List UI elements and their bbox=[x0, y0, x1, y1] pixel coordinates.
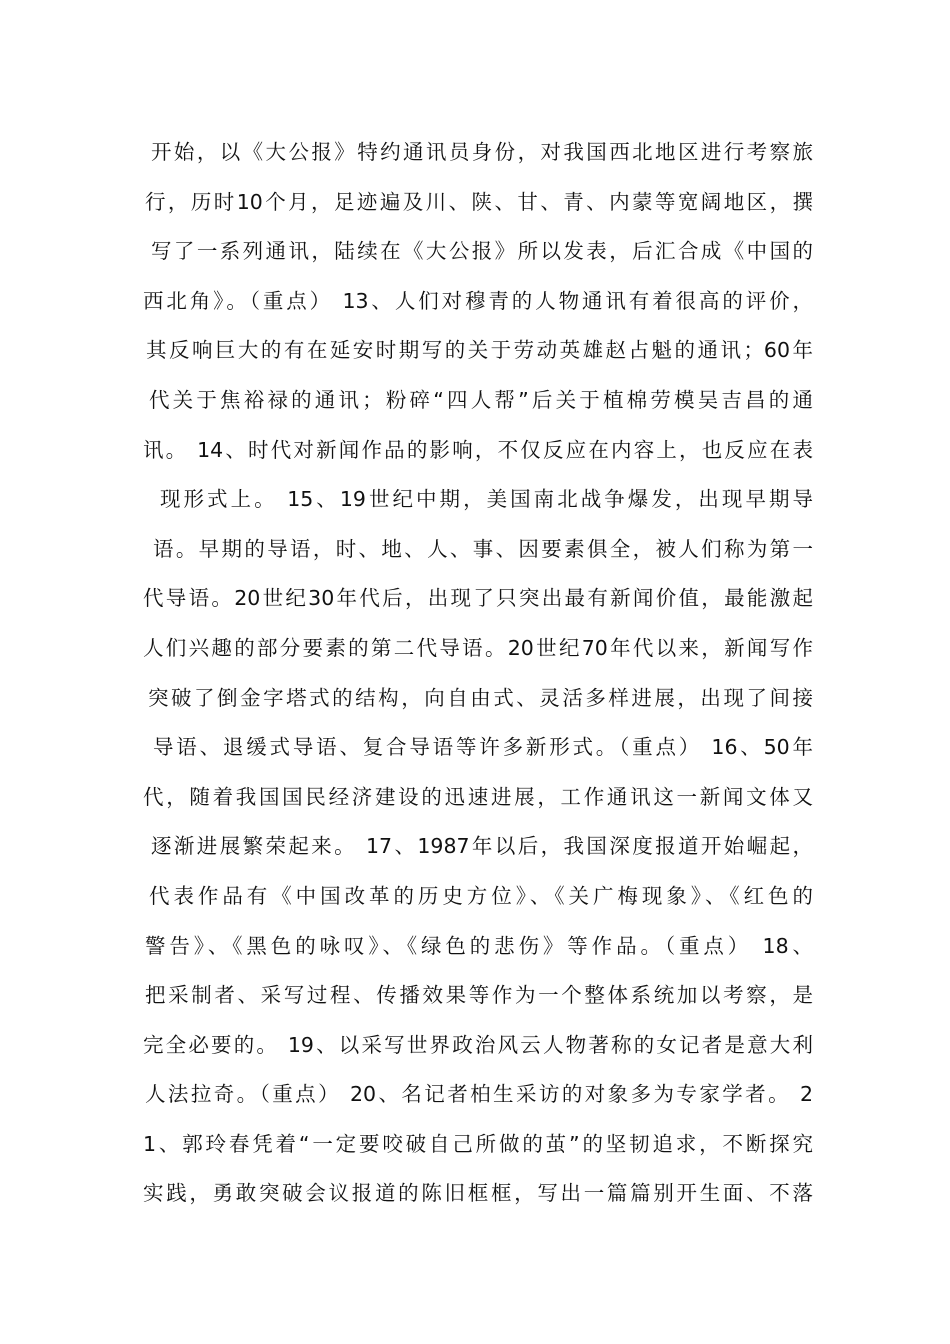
text-line: 代表作品有《中国改革的历史方位》、《关广梅现象》、《红色的 bbox=[149, 883, 813, 908]
text-line: 开始，以《大公报》特约通讯员身份，对我国西北地区进行考察旅 bbox=[151, 140, 813, 164]
text-line: 完全必要的。 19、以采写世界政治风云人物著称的女记者是意大利 bbox=[143, 1032, 813, 1057]
text-line: 其反响巨大的有在延安时期写的关于劳动英雄赵占魁的通讯；60年 bbox=[146, 338, 813, 363]
text-line: 行，历时10个月，足迹遍及川、陕、甘、青、内蒙等宽阔地区，撰 bbox=[145, 189, 813, 214]
text-line: 突破了倒金字塔式的结构，向自由式、灵活多样进展，出现了间接 bbox=[148, 685, 813, 710]
text-line: 讯。 14、时代对新闻作品的影响，不仅反应在内容上，也反应在表 bbox=[143, 437, 813, 462]
text-line: 逐渐进展繁荣起来。 17、1987年以后，我国深度报道开始崛起， bbox=[151, 834, 813, 859]
text-line: 人们兴趣的部分要素的第二代导语。20世纪70年代以来，新闻写作 bbox=[143, 635, 813, 660]
text-line: 把采制者、采写过程、传播效果等作为一个整体系统加以考察，是 bbox=[145, 983, 813, 1008]
text-line: 代，随着我国国民经济建设的迅速进展，工作通讯这一新闻文体又 bbox=[143, 784, 813, 809]
text-line: 警告》、《黑色的咏叹》、《绿色的悲伤》等作品。（重点） 18、 bbox=[145, 933, 813, 958]
text-line: 写了一系列通讯，陆续在《大公报》所以发表，后汇合成《中国的 bbox=[151, 239, 813, 264]
text-line: 导语、退缓式导语、复合导语等许多新形式。（重点） 16、50年 bbox=[153, 735, 813, 760]
text-line: 西北角》。（重点） 13、人们对穆青的人物通讯有着很高的评价， bbox=[143, 288, 813, 313]
body-text bbox=[143, 128, 813, 1219]
text-line: 1、郭玲春凭着“一定要咬破自己所做的茧”的坚韧追求，不断探究 bbox=[143, 1131, 813, 1156]
text-line: 实践，勇敢突破会议报道的陈旧框框，写出一篇篇别开生面、不落 bbox=[143, 1181, 813, 1206]
text-line: 现形式上。 15、19世纪中期，美国南北战争爆发，出现早期导 bbox=[160, 487, 813, 512]
text-line: 代关于焦裕禄的通讯；粉碎“四人帮”后关于植棉劳模吴吉昌的通 bbox=[149, 387, 813, 412]
text-line: 人法拉奇。（重点） 20、名记者柏生采访的对象多为专家学者。 2 bbox=[145, 1082, 813, 1107]
text-line: 语。早期的导语，时、地、人、事、因要素俱全，被人们称为第一 bbox=[153, 536, 813, 561]
text-line: 代导语。20世纪30年代后，出现了只突出最有新闻价值，最能激起 bbox=[143, 586, 813, 611]
